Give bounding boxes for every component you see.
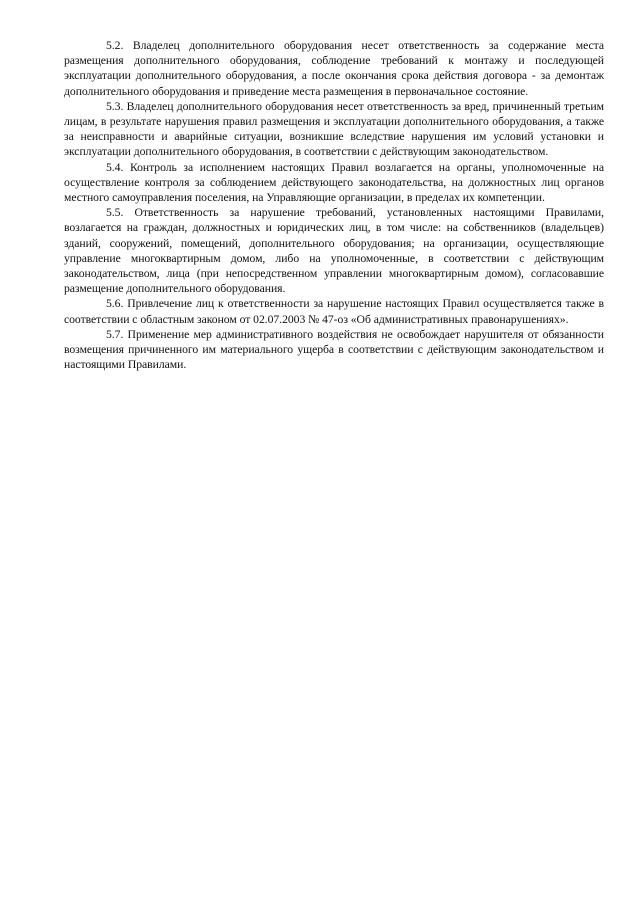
paragraph-5-3: 5.3. Владелец дополнительного оборудования несет ответственность за вред, причиненный третьим лицам, в результате нарушения правил размещения и эксплуатации дополнительного оборудования, а также за неисправности и аварийные ситуации, возникшие вследствие нарушения им условий установки и эксплуатации дополнительного оборудования, в соответствии с действующим законодательством. — [64, 99, 604, 159]
paragraph-5-6: 5.6. Привлечение лиц к ответственности за нарушение настоящих Правил осуществляется также в соответствии с областным законом от 02.07.2003 № 47-оз «Об административных правонарушениях». — [64, 297, 604, 326]
paragraph-5-5: 5.5. Ответственность за нарушение требований, установленных настоящими Правилами, возлагается на граждан, должностных и юридических лиц, в том числе: на собственников (владельцев) зданий, сооружений, помещений, дополнительного оборудования; на организации, осуществляющие управление многоквартирным домом, либо на уполномоченные, в соответствии с действующим законодательством, лица (при непосредственном управлении многоквартирным домом), согласовавшие размещение дополнительного оборудования. — [64, 206, 604, 296]
document-page — [64, 38, 604, 372]
paragraph-5-7: 5.7. Применение мер административного воздействия не освобождает нарушителя от обязанности возмещения причиненного им материального ущерба в соответствии с действующим законодательством и настоящими Правилами. — [64, 327, 604, 372]
paragraph-5-4: 5.4. Контроль за исполнением настоящих Правил возлагается на органы, уполномоченные на осуществление контроля за соблюдением действующего законодательства, на должностных лиц органов местного самоуправления поселения, на Управляющие организации, в пределах их компетенции. — [64, 160, 604, 205]
paragraph-5-2: 5.2. Владелец дополнительного оборудования несет ответственность за содержание места размещения дополнительного оборудования, соблюдение требований к монтажу и последующей эксплуатации дополнительного оборудования, а после окончания срока действия договора - за демонтаж дополнительного оборудования и приведение места размещения в первоначальное состояние. — [64, 39, 604, 98]
